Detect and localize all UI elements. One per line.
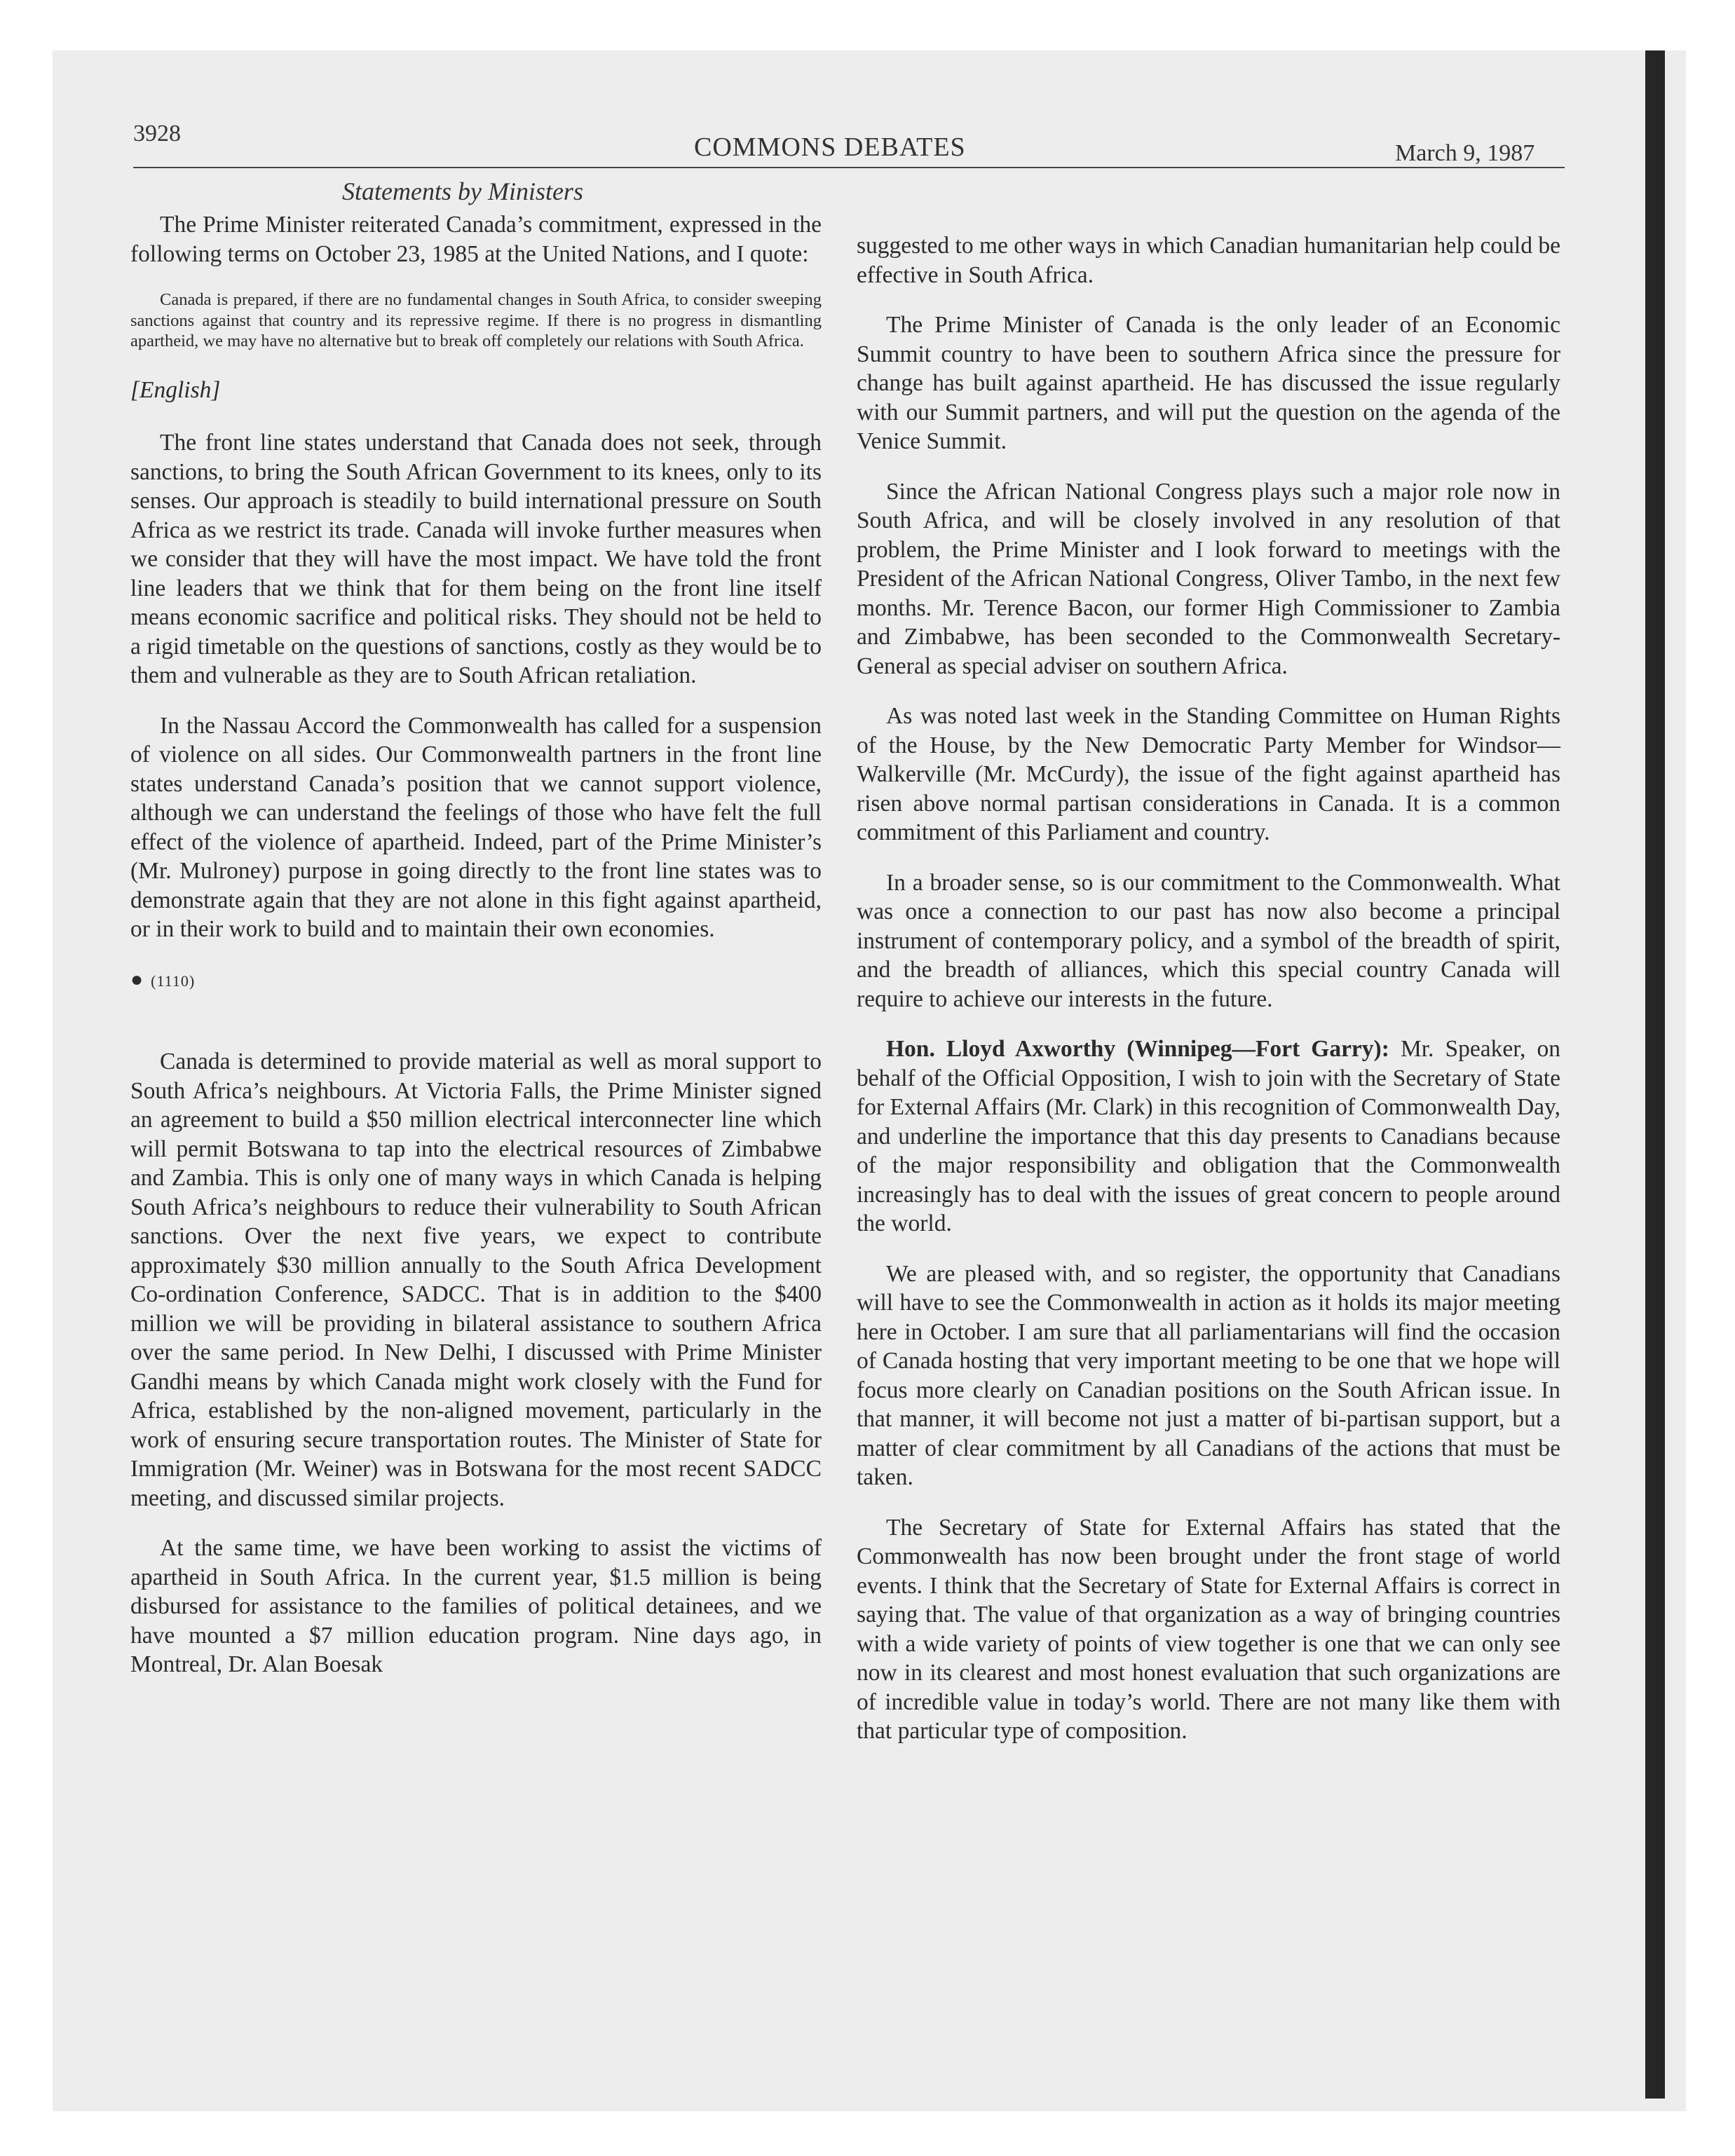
language-marker: [English] <box>130 376 221 403</box>
publication-title: COMMONS DEBATES <box>694 132 966 162</box>
time-marker <box>130 965 822 996</box>
section-heading: Statements by Ministers <box>342 177 583 205</box>
paragraph: As was noted last week in the Standing Committee on Human Rights of the House, by the New Democratic Party Member for Windsor—Walkerville (Mr. McCurdy), the issue of the fight against apartheid has risen above normal partisan considerations in Canada. It is a common commitment of this Parliament and country. <box>857 703 1560 845</box>
paragraph: The Prime Minister of Canada is the only leader of an Economic Summit country to have been to southern Africa since the pressure for change has built against apartheid. He has discussed the issue regularly with our Summit partners, and will put the question on the agenda of the Venice Summit. <box>857 312 1560 454</box>
paragraph: Canada is determined to provide material as well as moral support to South Africa’s neighbours. At Victoria Falls, the Prime Minister signed an agreement to build a $50 million electrical interconnecter line which will permit Botswana to tap into the electrical resources of Zimbabwe and Zambia. This is only one of many ways in which Canada is helping South Africa’s neighbours to reduce their vulnerability to South African sanctions. Over the next five years, we expect to contribute approximately $30 million annually to the South Africa Development Co-ordination Conference, SADCC. That is in addition to the $400 million we will be providing in bilateral assistance to southern Africa over the same period. In New Delhi, I discussed with Prime Minister Gandhi means by which Canada might work closely with the Fund for Africa, established by the non-aligned movement, particularly in the work of ensuring secure transportation routes. The Minister of State for Immigration (Mr. Weiner) was in Botswana for the most recent SADCC meeting, and discussed similar projects. <box>130 1049 822 1511</box>
header-rule <box>133 167 1565 168</box>
page-number: 3928 <box>133 121 181 146</box>
left-column <box>130 210 822 1700</box>
speech-paragraph <box>857 1035 1560 1239</box>
scan-edge-shadow <box>1645 50 1665 2099</box>
paragraph: The front line states understand that Canada does not seek, through sanctions, to bring the South African Government to its knees, only to its senses. Our approach is steadily to build international pressure on South Africa as we restrict its trade. Canada will invoke further measures when we consider that they will have the most impact. We have told the front line leaders that we think that for them being on the front line itself means economic sacrifice and political risks. They should not be held to a rigid timetable on the questions of sanctions, costly as they would be to them and vulnerable as they are to South African retaliation. <box>130 430 822 688</box>
paragraph: At the same time, we have been working to assist the victims of apartheid in South Africa. In the current year, $1.5 million is being disbursed for assistance to the families of political detainees, and we have mounted a $7 million education program. Nine days ago, in Montreal, Dr. Alan Boesak <box>130 1535 822 1677</box>
right-column <box>857 231 1560 1767</box>
paragraph: The Prime Minister reiterated Canada’s commitment, expressed in the following terms on October 23, 1985 at the United Nations, and I quote: <box>130 212 822 267</box>
block-quote: Canada is prepared, if there are no fundamental changes in South Africa, to consider sweeping sanctions against that country and its repressive regime. If there is no progress in dismantling apartheid, we may have no alternative but to break off completely our relations with South Africa. <box>130 290 822 350</box>
speech-text: Mr. Speaker, on behalf of the Official Opposition, I wish to join with the Secretary of State for External Affairs (Mr. Clark) in this recognition of Commonwealth Day, and underline the importance that this day presents to Canadians because of the major responsibility and obligation that the Commonwealth increasingly has to deal with the issues of great concern to people around the world. <box>857 1036 1561 1236</box>
paragraph: In a broader sense, so is our commitment to the Commonwealth. What was once a connection to our past has now also become a principal instrument of contemporary policy, and a symbol of the breadth of spirit, and the breadth of alliances, which this special country Canada will require to achieve our interests in the future. <box>857 869 1560 1012</box>
paragraph: The Secretary of State for External Affairs has stated that the Commonwealth has now been brought under the front stage of world events. I think that the Secretary of State for External Affairs is correct in saying that. The value of that organization as a way of bringing countries with a wide variety of points of view together is one that we can only see now in its clearest and most honest evaluation that such organizations are of incredible value in today’s world. There are not many like them with that particular type of composition. <box>857 1514 1560 1744</box>
time-marker-label: (1110) <box>151 971 196 990</box>
issue-date: March 9, 1987 <box>1395 140 1535 166</box>
paragraph: Since the African National Congress plays such a major role now in South Africa, and will be closely involved in any resolution of that problem, the Prime Minister and I look forward to meetings with the President of the African National Congress, Oliver Tambo, in the next few months. Mr. Terence Bacon, our former High Commissioner to Zambia and Zimbabwe, has been seconded to the Commonwealth Secretary-General as special adviser on southern Africa. <box>857 478 1560 679</box>
speaker-name: Hon. Lloyd Axworthy (Winnipeg—Fort Garry): <box>886 1036 1389 1062</box>
paragraph: We are pleased with, and so register, the opportunity that Canadians will have to see the Commonwealth in action as it holds its major meeting here in October. I am sure that all parliamentarians will find the occasion of Canada hosting that very important meeting to be one that we hope will focus more clearly on Canadian positions on the South African issue. In that manner, it will become not just a matter of bi-partisan support, but a matter of clear commitment by all Canadians of the actions that must be taken. <box>857 1260 1560 1490</box>
paragraph-continued: suggested to me other ways in which Canadian humanitarian help could be effective in South Africa. <box>857 233 1560 288</box>
bullet-icon: ● <box>130 967 144 991</box>
paragraph: In the Nassau Accord the Commonwealth has called for a suspension of violence on all sides. Our Commonwealth partners in the front line states understand Canada’s position that we cannot support violence, although we can understand the feelings of those who have felt the full effect of the violence of apartheid. Indeed, part of the Prime Minister’s (Mr. Mulroney) purpose in going directly to the front line states was to demonstrate again that they are not alone in this fight against apartheid, or in their work to build and to maintain their own economies. <box>130 712 822 942</box>
